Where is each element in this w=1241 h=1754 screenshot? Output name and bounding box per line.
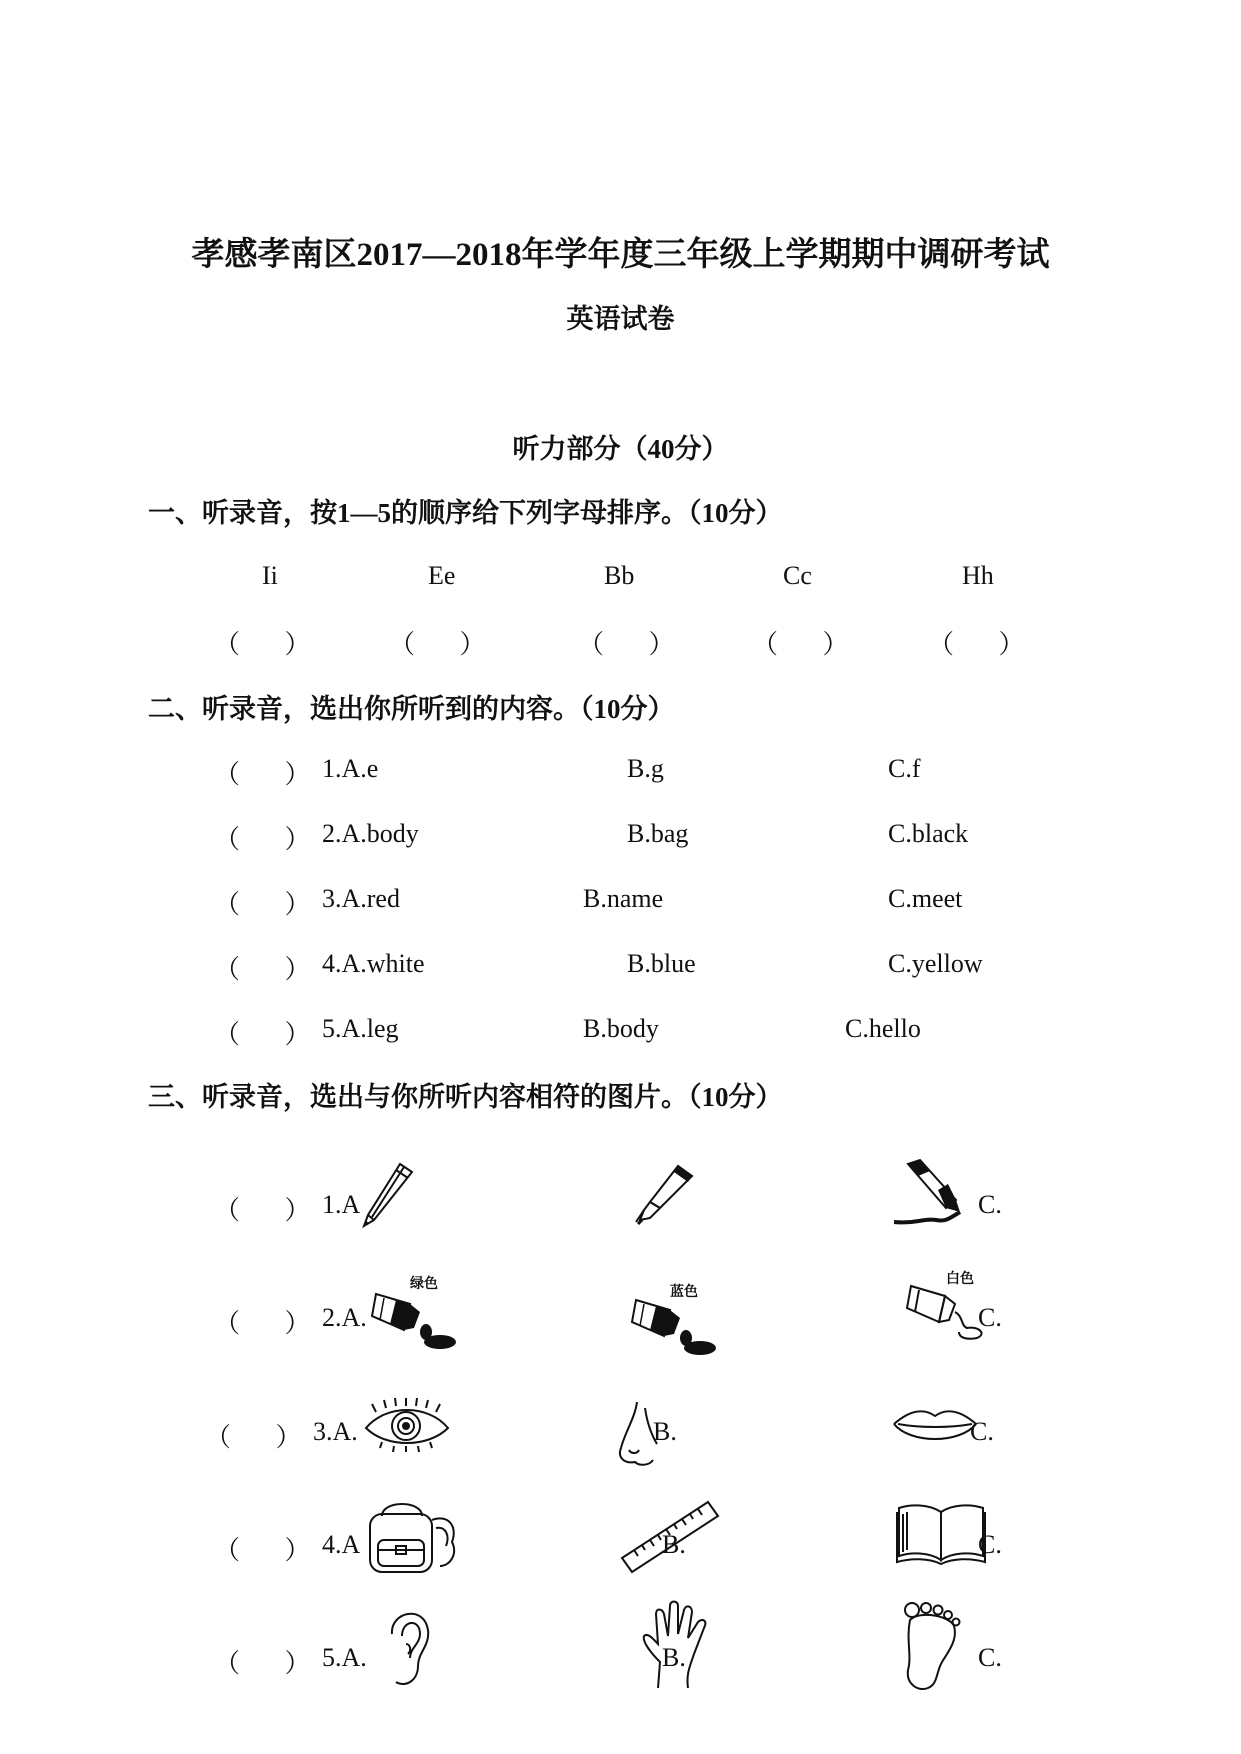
answer-blank[interactable]: （ ） [214, 1020, 311, 1049]
page-subtitle: 英语试卷 [566, 304, 675, 334]
answer-blank[interactable]: （ ） [214, 760, 311, 789]
letter-1: Ii [262, 561, 278, 590]
question-stem: 3.A. [313, 1417, 358, 1446]
section1-heading: 一、听录音，按1—5的顺序给下列字母排序。（10分） [148, 498, 783, 528]
option-c: C.yellow [888, 949, 983, 978]
option-c: C. [978, 1190, 1002, 1219]
listening-header: 听力部分（40分） [512, 434, 729, 464]
pencil-icon[interactable] [360, 1160, 420, 1230]
letter-5: Hh [962, 561, 994, 590]
answer-blank[interactable]: （ ） [578, 630, 675, 659]
option-c: C.f [888, 754, 921, 783]
option-b: B.bag [627, 819, 689, 848]
paint-label: 蓝色 [670, 1285, 698, 1300]
question-stem: 1.A [322, 1190, 361, 1219]
nose-icon[interactable] [615, 1398, 675, 1468]
option-c: C. [978, 1530, 1002, 1559]
answer-blank[interactable]: （ ） [214, 630, 311, 659]
paint-tube-icon[interactable] [370, 1290, 460, 1350]
option-c: C. [978, 1643, 1002, 1672]
answer-blank[interactable]: （ ） [214, 955, 311, 984]
ruler-icon[interactable] [620, 1498, 720, 1574]
question-stem: 4.A.white [322, 949, 425, 978]
question-stem: 5.A. [322, 1643, 367, 1672]
option-c: C. [978, 1303, 1002, 1332]
question-stem: 4.A [322, 1530, 361, 1559]
option-b: B. [662, 1643, 686, 1672]
option-c: C. [970, 1417, 994, 1446]
option-b: B.body [583, 1014, 659, 1043]
answer-blank[interactable]: （ ） [214, 1649, 311, 1678]
option-b: B.g [627, 754, 664, 783]
question-stem: 3.A.red [322, 884, 400, 913]
question-stem: 2.A. [322, 1303, 367, 1332]
answer-blank[interactable]: （ ） [214, 825, 311, 854]
answer-blank[interactable]: （ ） [214, 1196, 311, 1225]
mouth-icon[interactable] [890, 1404, 980, 1448]
schoolbag-icon[interactable] [362, 1496, 462, 1576]
answer-blank[interactable]: （ ） [214, 890, 311, 919]
letter-4: Cc [783, 561, 812, 590]
book-icon[interactable] [895, 1498, 987, 1568]
hand-icon[interactable] [638, 1600, 714, 1692]
page-title: 孝感孝南区2017—2018年学年度三年级上学期期中调研考试 [191, 237, 1050, 273]
answer-blank[interactable]: （ ） [928, 630, 1025, 659]
section2-heading: 二、听录音，选出你所听到的内容。（10分） [148, 694, 675, 724]
foot-icon[interactable] [900, 1600, 964, 1694]
crayon-icon[interactable] [890, 1160, 970, 1230]
answer-blank[interactable]: （ ） [214, 1536, 311, 1565]
option-b: B. [662, 1530, 686, 1559]
paint-label: 绿色 [410, 1277, 438, 1292]
answer-blank[interactable]: （ ） [752, 630, 849, 659]
letter-3: Bb [604, 561, 635, 590]
option-c: C.hello [845, 1014, 921, 1043]
section3-heading: 三、听录音，选出与你所听内容相符的图片。（10分） [148, 1082, 783, 1112]
question-stem: 2.A.body [322, 819, 419, 848]
question-stem: 5.A.leg [322, 1014, 399, 1043]
paint-tube-icon[interactable] [905, 1282, 995, 1342]
question-stem: 1.A.e [322, 754, 379, 783]
fountain-pen-icon[interactable] [630, 1162, 700, 1226]
paint-tube-icon[interactable] [630, 1296, 720, 1356]
eye-icon[interactable] [362, 1398, 452, 1454]
option-b: B.blue [627, 949, 696, 978]
answer-blank[interactable]: （ ） [389, 630, 486, 659]
option-b: B.name [583, 884, 664, 913]
answer-blank[interactable]: （ ） [214, 1309, 311, 1338]
option-c: C.black [888, 819, 969, 848]
answer-blank[interactable]: （ ） [205, 1423, 302, 1452]
letter-2: Ee [428, 561, 456, 590]
option-b: B. [653, 1417, 677, 1446]
option-c: C.meet [888, 884, 963, 913]
paint-label: 白色 [946, 1272, 974, 1287]
ear-icon[interactable] [382, 1604, 436, 1690]
